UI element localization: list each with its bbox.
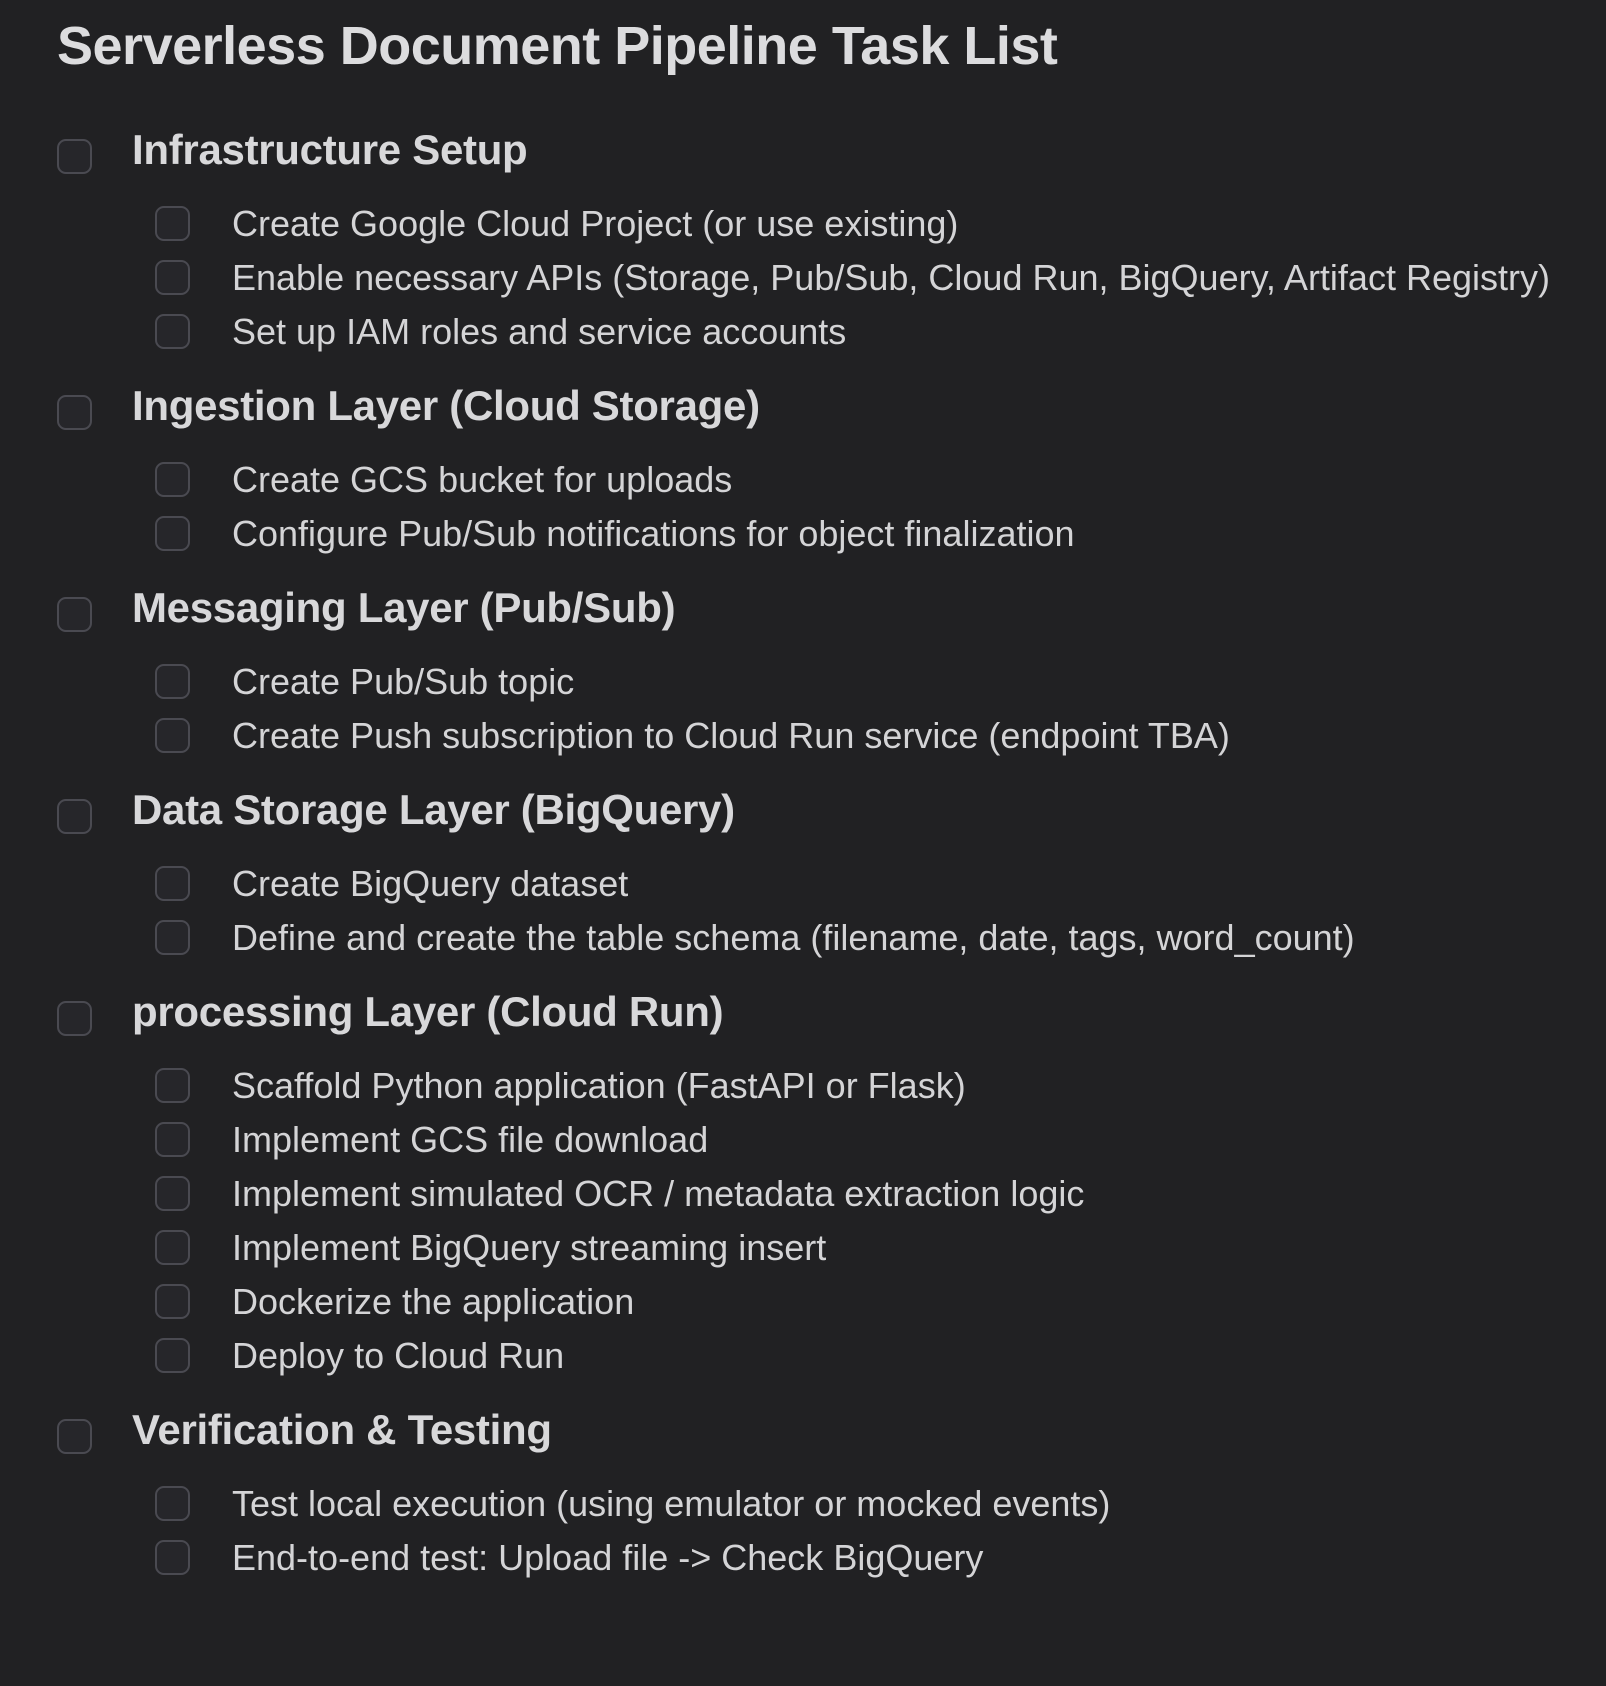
task-label: Implement BigQuery streaming insert bbox=[232, 1226, 827, 1268]
task-row bbox=[0, 1477, 1606, 1531]
section-block bbox=[0, 1403, 1606, 1585]
task-label: Create Push subscription to Cloud Run service (endpoint TBA) bbox=[232, 714, 1230, 756]
section-checkbox[interactable] bbox=[57, 1419, 92, 1454]
task-checkbox[interactable] bbox=[155, 1230, 190, 1265]
task-label: Create GCS bucket for uploads bbox=[232, 458, 733, 500]
task-label: Implement simulated OCR / metadata extraction logic bbox=[232, 1172, 1085, 1214]
task-row bbox=[0, 655, 1606, 709]
section-row bbox=[0, 1403, 1606, 1457]
task-row bbox=[0, 1531, 1606, 1585]
task-row bbox=[0, 1113, 1606, 1167]
task-label: Test local execution (using emulator or mocked events) bbox=[232, 1482, 1111, 1524]
section-row bbox=[0, 581, 1606, 635]
section-title: Data Storage Layer (BigQuery) bbox=[132, 785, 735, 833]
task-row bbox=[0, 709, 1606, 763]
task-row bbox=[0, 507, 1606, 561]
task-checkbox[interactable] bbox=[155, 1176, 190, 1211]
task-checkbox[interactable] bbox=[155, 462, 190, 497]
task-row bbox=[0, 453, 1606, 507]
section-checkbox[interactable] bbox=[57, 799, 92, 834]
task-row bbox=[0, 1275, 1606, 1329]
task-label: End-to-end test: Upload file -> Check BigQuery bbox=[232, 1536, 984, 1578]
section-block bbox=[0, 581, 1606, 763]
section-tasks bbox=[0, 1059, 1606, 1383]
task-checkbox[interactable] bbox=[155, 920, 190, 955]
section-checkbox[interactable] bbox=[57, 597, 92, 632]
task-checkbox[interactable] bbox=[155, 1540, 190, 1575]
section-tasks bbox=[0, 197, 1606, 359]
section-title: Verification & Testing bbox=[132, 1405, 552, 1453]
task-checkbox[interactable] bbox=[155, 260, 190, 295]
section-block bbox=[0, 123, 1606, 359]
section-block bbox=[0, 985, 1606, 1383]
task-checkbox[interactable] bbox=[155, 314, 190, 349]
section-checkbox[interactable] bbox=[57, 395, 92, 430]
task-label: Configure Pub/Sub notifications for object finalization bbox=[232, 512, 1075, 554]
section-row bbox=[0, 379, 1606, 433]
task-checkbox[interactable] bbox=[155, 1486, 190, 1521]
task-checkbox[interactable] bbox=[155, 206, 190, 241]
section-tasks bbox=[0, 857, 1606, 965]
section-tasks bbox=[0, 655, 1606, 763]
task-row bbox=[0, 1059, 1606, 1113]
section-checkbox[interactable] bbox=[57, 1001, 92, 1036]
task-row bbox=[0, 197, 1606, 251]
task-row bbox=[0, 1221, 1606, 1275]
task-label: Create Pub/Sub topic bbox=[232, 660, 575, 702]
task-checkbox[interactable] bbox=[155, 1068, 190, 1103]
section-tasks bbox=[0, 453, 1606, 561]
section-title: processing Layer (Cloud Run) bbox=[132, 987, 724, 1035]
task-checkbox[interactable] bbox=[155, 664, 190, 699]
task-label: Define and create the table schema (filename, date, tags, word_count) bbox=[232, 916, 1355, 958]
section-row bbox=[0, 783, 1606, 837]
task-list bbox=[0, 123, 1606, 1585]
task-label: Enable necessary APIs (Storage, Pub/Sub, Cloud Run, BigQuery, Artifact Registry) bbox=[232, 256, 1550, 298]
task-row bbox=[0, 1167, 1606, 1221]
page-title: Serverless Document Pipeline Task List bbox=[57, 16, 1058, 76]
section-title: Infrastructure Setup bbox=[132, 125, 528, 173]
task-row bbox=[0, 251, 1606, 305]
section-row bbox=[0, 985, 1606, 1039]
task-label: Dockerize the application bbox=[232, 1280, 635, 1322]
task-checkbox[interactable] bbox=[155, 1122, 190, 1157]
task-checkbox[interactable] bbox=[155, 1284, 190, 1319]
task-label: Create Google Cloud Project (or use existing) bbox=[232, 202, 959, 244]
task-label: Implement GCS file download bbox=[232, 1118, 709, 1160]
task-row bbox=[0, 911, 1606, 965]
task-label: Create BigQuery dataset bbox=[232, 862, 629, 904]
section-block bbox=[0, 783, 1606, 965]
task-row bbox=[0, 305, 1606, 359]
section-checkbox[interactable] bbox=[57, 139, 92, 174]
task-label: Deploy to Cloud Run bbox=[232, 1334, 565, 1376]
task-checkbox[interactable] bbox=[155, 516, 190, 551]
section-row bbox=[0, 123, 1606, 177]
section-block bbox=[0, 379, 1606, 561]
section-title: Messaging Layer (Pub/Sub) bbox=[132, 583, 676, 631]
task-row bbox=[0, 857, 1606, 911]
task-label: Set up IAM roles and service accounts bbox=[232, 310, 847, 352]
task-checkbox[interactable] bbox=[155, 866, 190, 901]
task-checkbox[interactable] bbox=[155, 718, 190, 753]
section-title: Ingestion Layer (Cloud Storage) bbox=[132, 381, 760, 429]
task-checkbox[interactable] bbox=[155, 1338, 190, 1373]
task-row bbox=[0, 1329, 1606, 1383]
task-label: Scaffold Python application (FastAPI or Flask) bbox=[232, 1064, 966, 1106]
section-tasks bbox=[0, 1477, 1606, 1585]
